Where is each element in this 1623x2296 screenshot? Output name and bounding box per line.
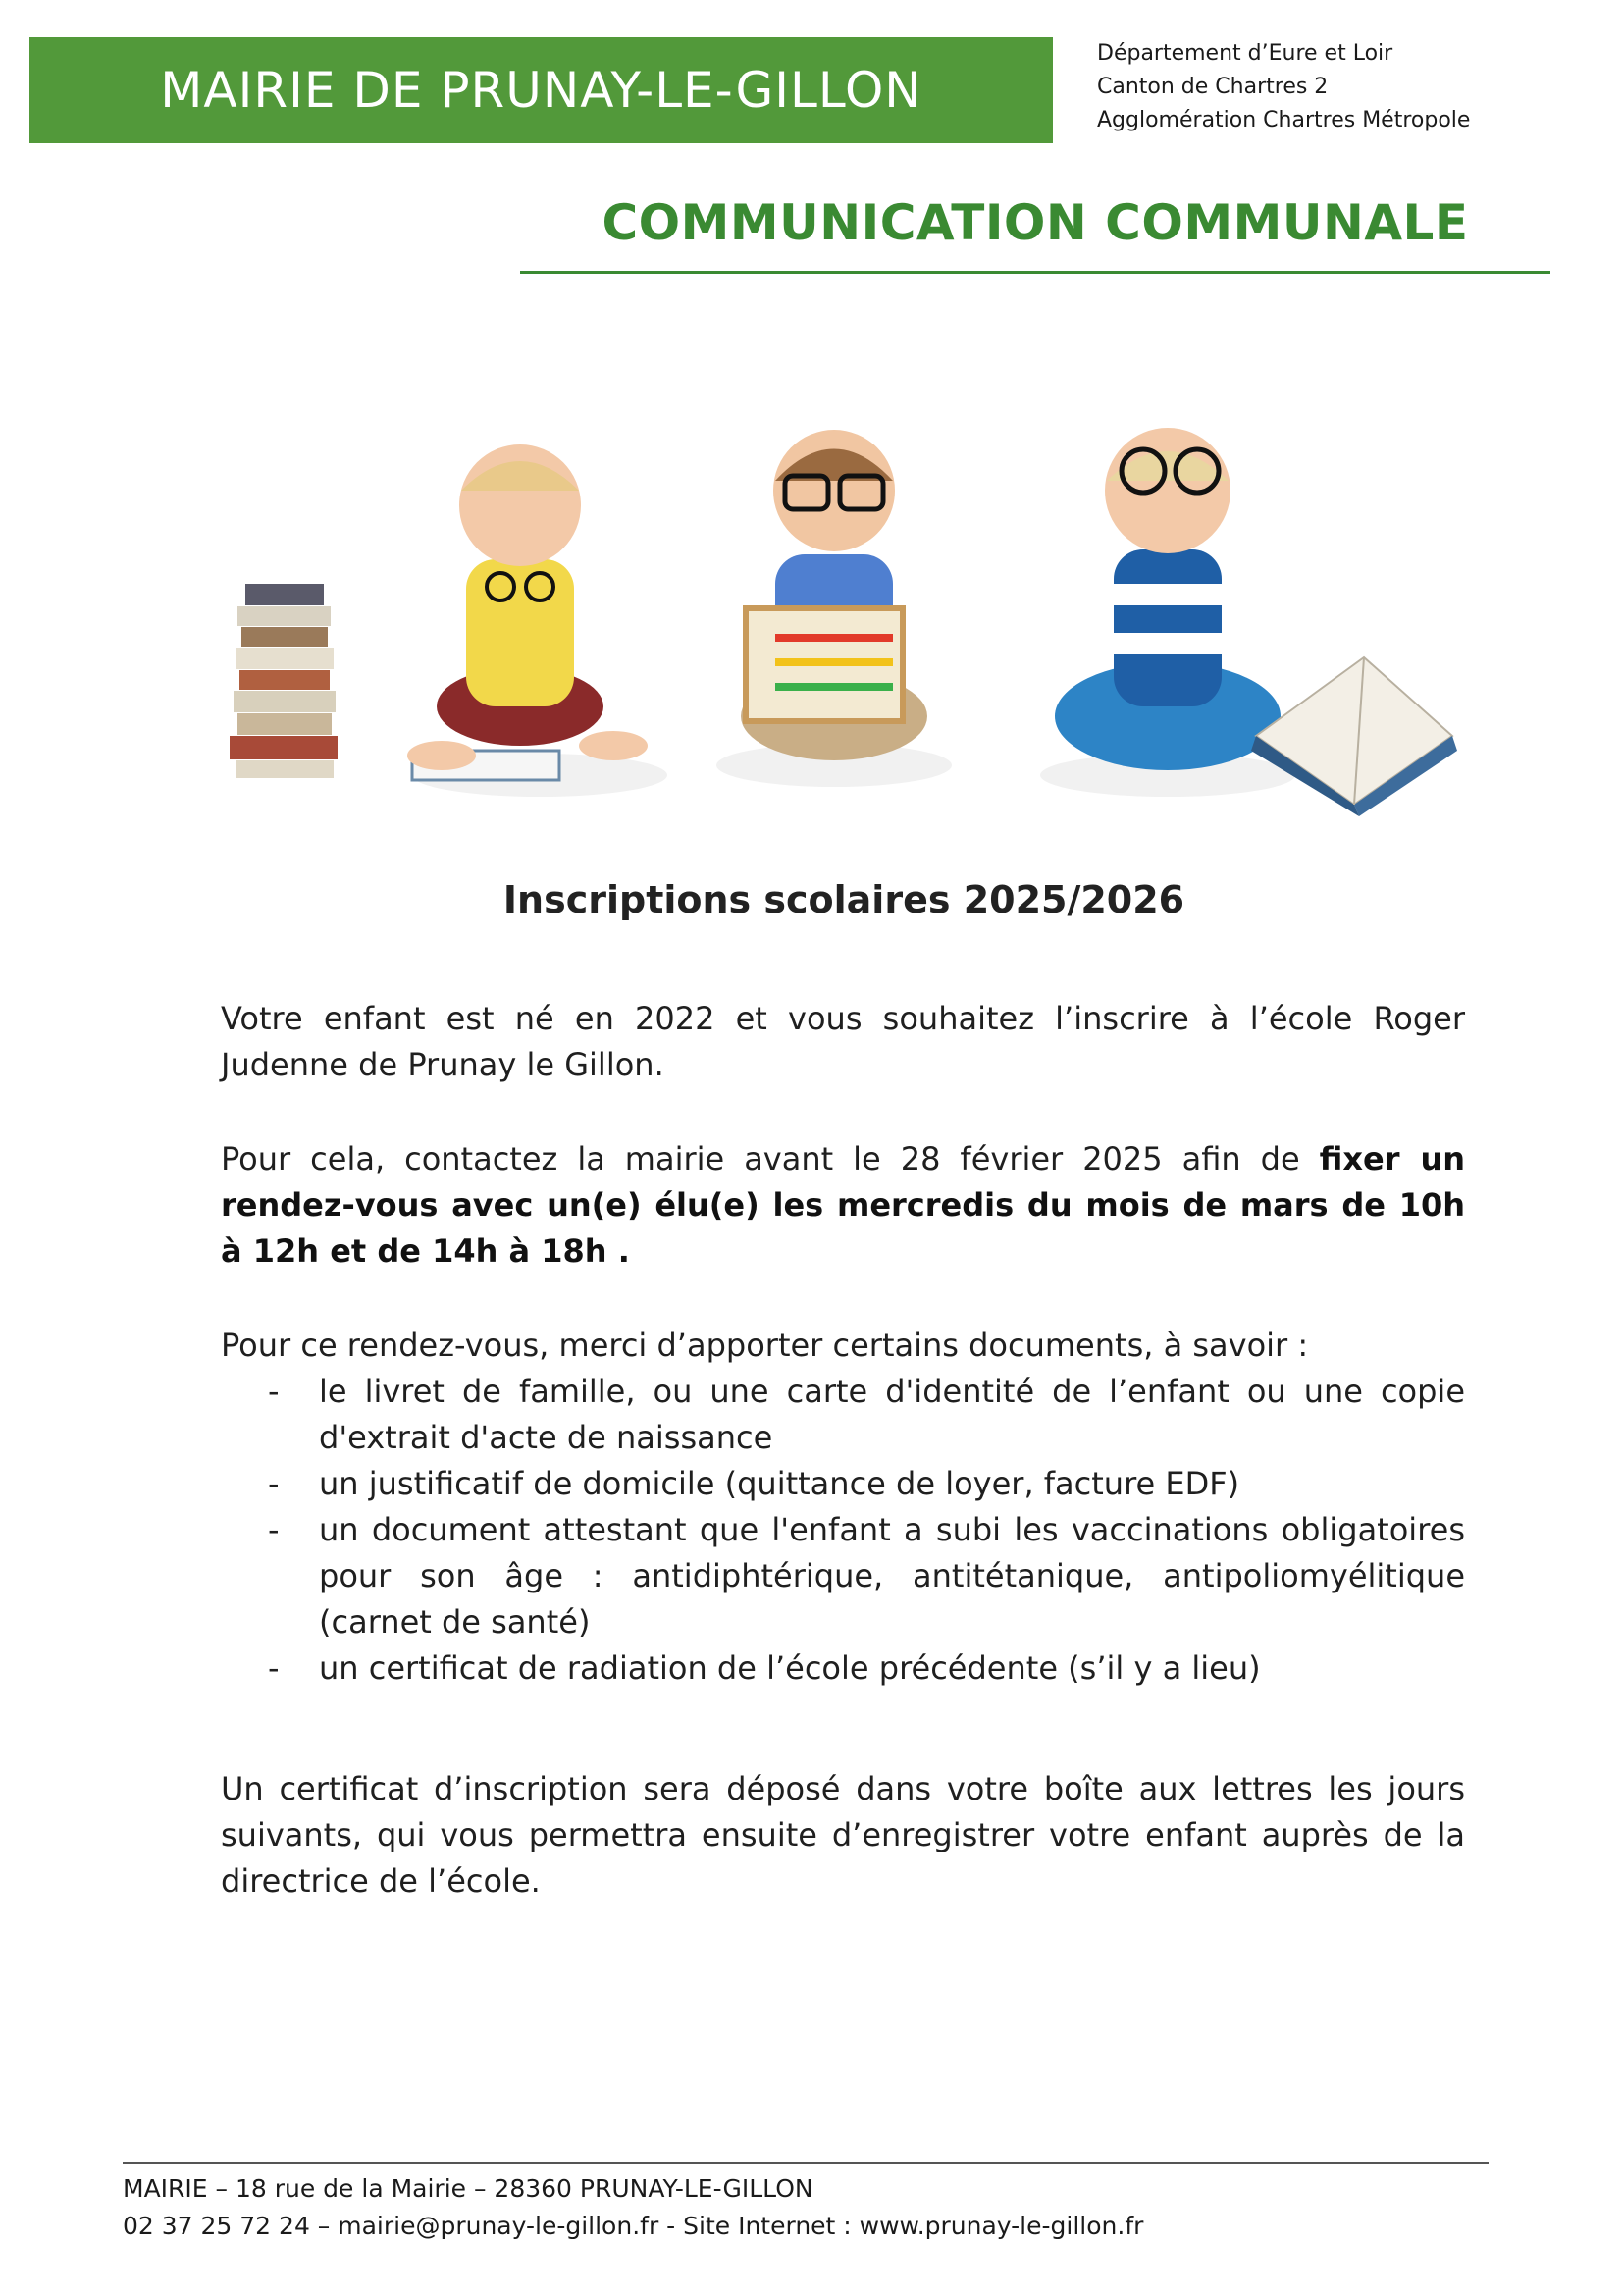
child-yellow-shirt-icon	[407, 444, 667, 797]
agglomeration-line: Agglomération Chartres Métropole	[1097, 108, 1471, 132]
children-illustration	[226, 412, 1472, 824]
department-line: Département d’Eure et Loir	[1097, 41, 1393, 66]
list-item: - un certificat de radiation de l’école précédente (s’il y a lieu)	[221, 1645, 1465, 1692]
canton-line: Canton de Chartres 2	[1097, 75, 1329, 99]
book-stack-icon	[230, 584, 338, 778]
certificate-paragraph: Un certificat d’inscription sera déposé dans votre boîte aux lettres les jours suivants, qui vous permettra ensuite d’enregistrer votre enfant auprès de la directrice de l’école.	[221, 1770, 1465, 1900]
documents-section	[221, 1323, 1465, 1692]
department-info	[1097, 37, 1470, 137]
contact-paragraph	[221, 1136, 1465, 1275]
mairie-banner	[29, 37, 1053, 143]
footer-divider	[123, 2162, 1489, 2164]
enrollment-paragraph: Votre enfant est né en 2022 et vous souhaitez l’inscrire à l’école Roger Judenne de Prunay le Gillon.	[221, 1000, 1465, 1083]
footer-contact: 02 37 25 72 24 – mairie@prunay-le-gillon.fr - Site Internet : www.prunay-le-gillon.fr	[123, 2212, 1144, 2240]
list-item: - un justificatif de domicile (quittance de loyer, facture EDF)	[221, 1461, 1465, 1507]
list-item: - le livret de famille, ou une carte d'identité de l’enfant ou une copie d'extrait d'acte de naissance	[221, 1369, 1465, 1461]
banner-title: MAIRIE DE PRUNAY-LE-GILLON	[160, 62, 922, 119]
child-abacus-icon	[716, 430, 952, 787]
page-heading: Inscriptions scolaires 2025/2026	[502, 878, 1185, 921]
section-divider	[520, 271, 1550, 274]
footer-address: MAIRIE – 18 rue de la Mairie – 28360 PRUNAY-LE-GILLON	[123, 2174, 813, 2203]
documents-intro: Pour ce rendez-vous, merci d’apporter certains documents, à savoir :	[221, 1327, 1309, 1364]
appointment-text: fixer un rendez-vous avec un(e) élu(e) les mercredis du mois de mars de 10h à 12h et de 14h à 18h .	[221, 1140, 1466, 1270]
documents-list	[221, 1369, 1465, 1692]
contact-text: Pour cela, contactez la mairie avant le 28 février 2025 afin de	[221, 1140, 1320, 1177]
section-title: COMMUNICATION COMMUNALE	[602, 194, 1469, 251]
footer	[123, 2170, 1143, 2245]
open-book-icon	[1251, 657, 1457, 816]
list-item: - un document attestant que l'enfant a subi les vaccinations obligatoires pour son âge : antidiphtérique, antitétanique, antipoliomyélitique (carnet de santé)	[221, 1507, 1465, 1645]
